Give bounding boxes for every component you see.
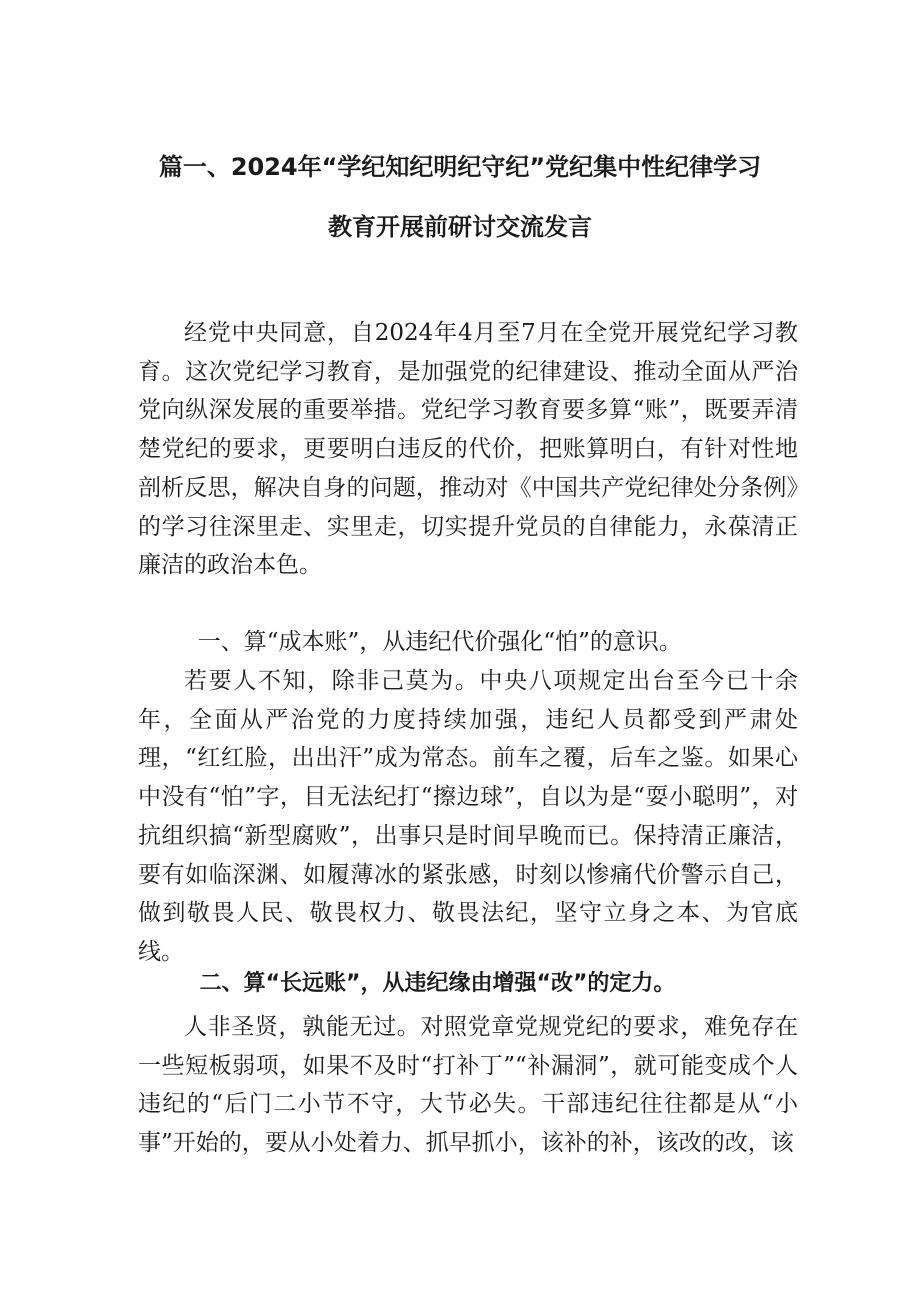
paragraph-section-1: 若要人不知，除非己莫为。中央八项规定出台至今已十余年，全面从严治党的力度持续加强，违纪人员都受到严肃处理，“红红脸，出出汗”成为常态。前车之覆，后车之鉴。如果心中没有“怕”字，目无法纪打“擦边球”，自以为是“耍小聪明”，对抗组织搞“新型腐败”，出事只是时间早晚而已。保持清正廉洁，要有如临深渊、如履薄冰的紧张感，时刻以惨痛代价警示自己，做到敬畏人民、敬畏权力、敬畏法纪，坚守立身之本、为官底线。 [138, 668, 798, 965]
paragraph-intro: 经党中央同意，自2024年4月至7月在全党开展党纪学习教育。这次党纪学习教育，是加强党的纪律建设、推动全面从严治党向纵深发展的重要举措。党纪学习教育要多算“账”，既要弄清楚党纪的要求，更要明白违反的代价，把账算明白，有针对性地剖析反思，解决自身的问题，推动对《中国共产党纪律处分条例》的学习往深里走、实里走，切实提升党员的自律能力，永葆清正廉洁的政治本色。 [138, 320, 798, 579]
document-title-line-2: 教育开展前研讨交流发言 [328, 213, 592, 241]
paragraph-section-2: 人非圣贤，孰能无过。对照党章党规党纪的要求，难免存在一些短板弱项，如果不及时“打补丁”“补漏洞”，就可能变成个人违纪的“后门二小节不守，大节必失。干部违纪往往都是从“小事”开始的，要从小处着力、抓早抓小，该补的补，该改的改，该 [138, 1014, 798, 1157]
section-heading-2: 二、算“长远账”，从违纪缘由增强“改”的定力。 [199, 971, 676, 996]
document-title-line-1: 篇一、2024年“学纪知纪明纪守纪”党纪集中性纪律学习 [158, 153, 762, 181]
section-heading-1: 一、算“成本账”，从违纪代价强化“怕”的意识。 [197, 629, 682, 655]
